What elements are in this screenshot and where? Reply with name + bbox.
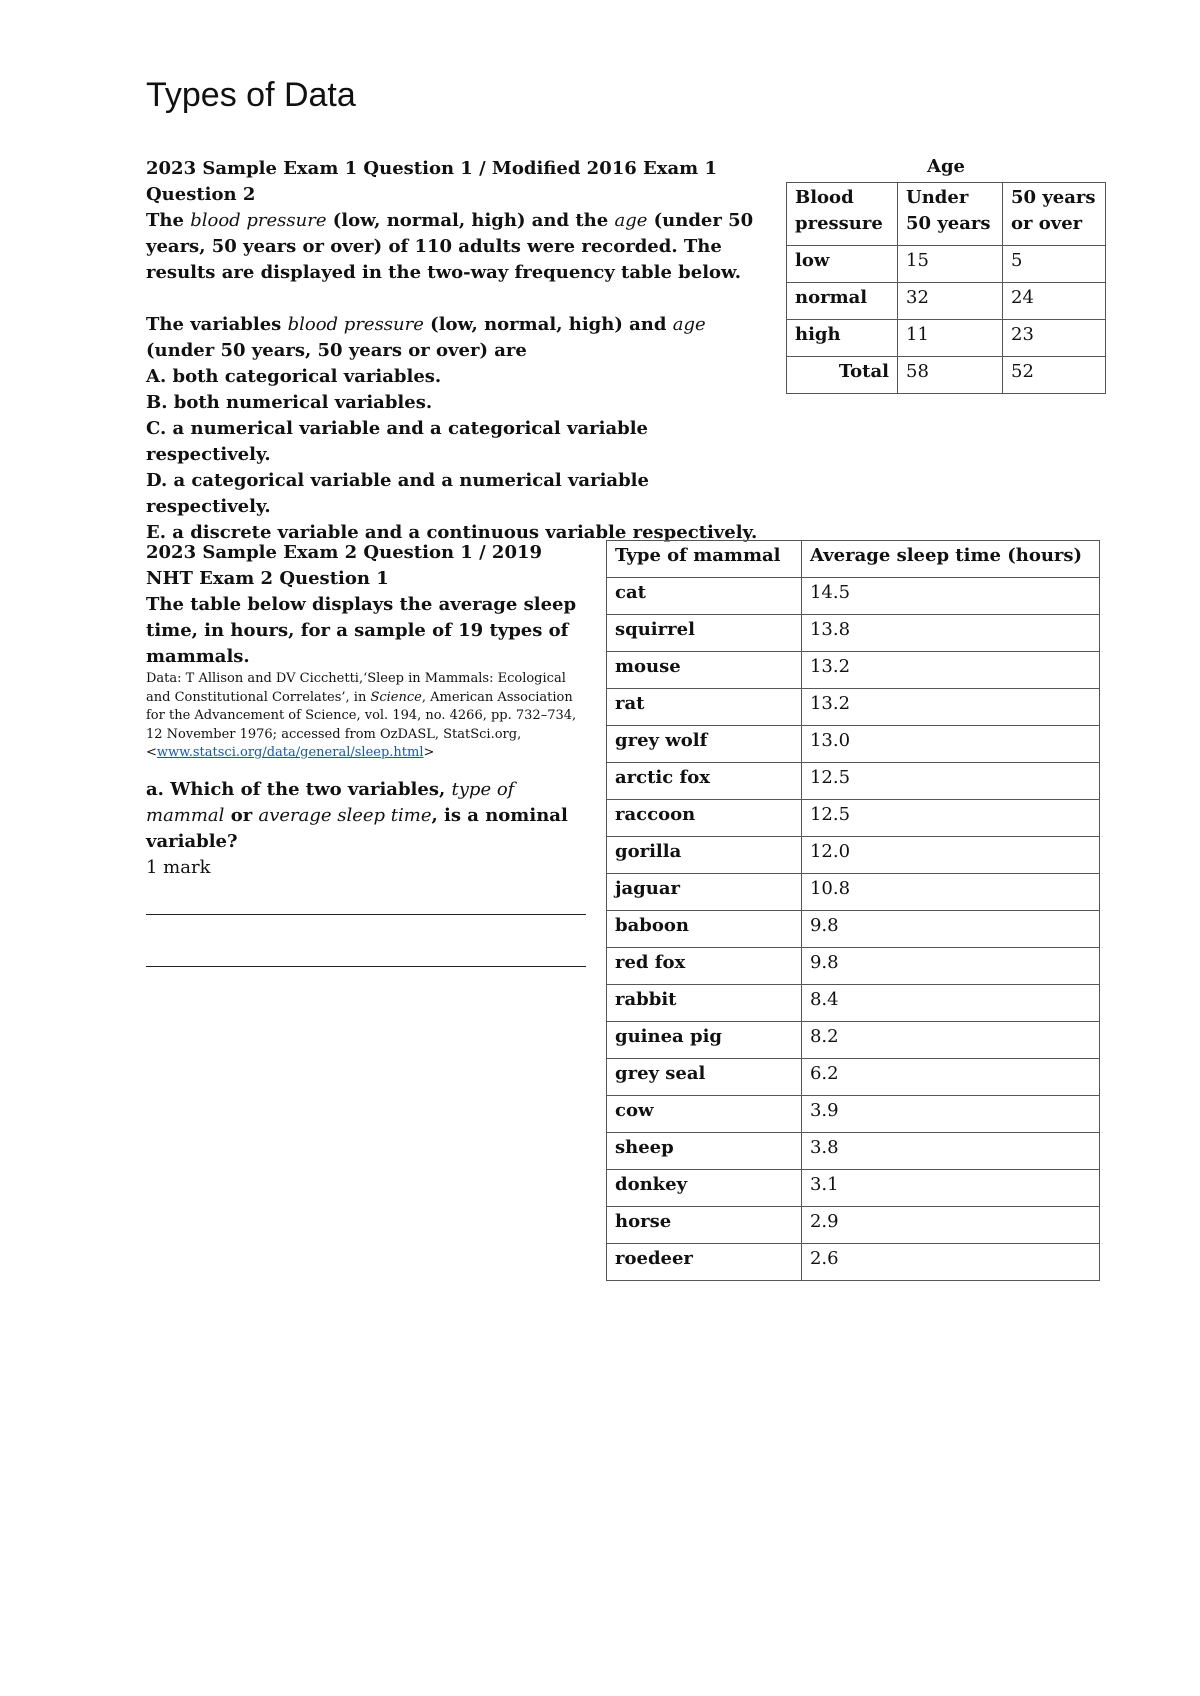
source-link[interactable]: www.statsci.org/data/general/sleep.html	[156, 745, 424, 760]
table-header-row	[607, 541, 1100, 578]
sleep-time-cell: 2.6	[801, 1244, 1099, 1281]
sleep-time-cell: 6.2	[801, 1059, 1099, 1096]
mammal-name-cell: rat	[607, 689, 802, 726]
blood-pressure-table	[786, 182, 1106, 394]
text-run: The variables	[146, 314, 288, 335]
option-letter: D.	[146, 470, 168, 491]
mammal-name-cell: mouse	[607, 652, 802, 689]
text-run: , American Association for the Advancement of Science, vol. 194, no. 4266, pp. 732–734, 12 November 1976; accessed from OzDASL, StatSci.org, <	[146, 689, 577, 760]
text-run: (low, normal, high) and the	[326, 210, 615, 231]
table-cell: 23	[1003, 320, 1106, 357]
mammal-name-cell: gorilla	[607, 837, 802, 874]
option-letter: C.	[146, 418, 167, 439]
option-a	[146, 364, 776, 390]
italic-term: age	[614, 210, 648, 231]
table-row	[607, 911, 1100, 948]
italic-term: blood pressure	[190, 210, 327, 231]
option-c	[146, 416, 776, 468]
sleep-time-cell: 8.2	[801, 1022, 1099, 1059]
sleep-time-cell: 2.9	[801, 1207, 1099, 1244]
mark-value: 1 mark	[146, 856, 211, 878]
mammal-name-cell: cow	[607, 1096, 802, 1133]
header-cell: 50 years or over	[1003, 183, 1106, 246]
sleep-time-cell: 3.9	[801, 1096, 1099, 1133]
question-1-heading: 2023 Sample Exam 1 Question 1 / Modified 2016 Exam 1 Question 2	[146, 158, 717, 205]
mammal-name-cell: rabbit	[607, 985, 802, 1022]
text-run: The	[146, 210, 191, 231]
table-row	[607, 578, 1100, 615]
mammal-name-cell: cat	[607, 578, 802, 615]
table-row	[607, 1059, 1100, 1096]
text-run: >	[423, 745, 435, 760]
table-header-row	[787, 183, 1106, 246]
table-row	[607, 874, 1100, 911]
table-cell: low	[787, 246, 898, 283]
part-a-question	[146, 777, 586, 855]
option-text: a numerical variable and a categorical variable respectively.	[146, 418, 648, 465]
table-cell: 58	[898, 357, 1003, 394]
sleep-time-cell: 13.2	[801, 652, 1099, 689]
header-cell: Type of mammal	[607, 541, 802, 578]
mammal-name-cell: roedeer	[607, 1244, 802, 1281]
italic-term: age	[672, 314, 706, 335]
sleep-time-cell: 12.0	[801, 837, 1099, 874]
question-1-paragraph-2	[146, 312, 776, 364]
sleep-time-cell: 9.8	[801, 911, 1099, 948]
sleep-time-cell: 3.8	[801, 1133, 1099, 1170]
mammal-sleep-table	[606, 540, 1100, 1281]
answer-line[interactable]	[146, 914, 586, 915]
mammal-name-cell: arctic fox	[607, 763, 802, 800]
sleep-time-cell: 13.8	[801, 615, 1099, 652]
sleep-time-cell: 13.2	[801, 689, 1099, 726]
age-table-caption: Age	[926, 156, 965, 177]
table-cell: 11	[898, 320, 1003, 357]
option-text: both categorical variables.	[166, 366, 442, 387]
mammal-name-cell: red fox	[607, 948, 802, 985]
mammal-name-cell: grey seal	[607, 1059, 802, 1096]
italic-term: blood pressure	[287, 314, 424, 335]
mammal-name-cell: raccoon	[607, 800, 802, 837]
text-run: (low, normal, high) and	[423, 314, 673, 335]
header-cell: Blood pressure	[787, 183, 898, 246]
table-row	[607, 837, 1100, 874]
text-run: , is a nominal variable?	[146, 804, 568, 852]
option-letter: B.	[146, 392, 168, 413]
italic-term: type of mammal	[146, 778, 515, 826]
table-cell: 5	[1003, 246, 1106, 283]
mammal-name-cell: squirrel	[607, 615, 802, 652]
header-cell: Under 50 years	[898, 183, 1003, 246]
italic-term: average sleep time	[258, 804, 432, 826]
table-row	[607, 1207, 1100, 1244]
text-run: a. Which of the two variables,	[146, 778, 452, 800]
mammal-name-cell: baboon	[607, 911, 802, 948]
table-row	[607, 689, 1100, 726]
text-run: (under 50 years, 50 years or over) of 110 adults were recorded. The results are displayed in the two-way frequency table below.	[146, 210, 754, 283]
mammal-name-cell: grey wolf	[607, 726, 802, 763]
question-2-heading: 2023 Sample Exam 2 Question 1 / 2019 NHT Exam 2 Question 1	[146, 542, 543, 589]
option-text: a categorical variable and a numerical variable respectively.	[146, 470, 649, 517]
question-1	[146, 156, 776, 546]
total-label: Total	[787, 357, 898, 394]
italic-term: Science	[370, 689, 422, 705]
table-row	[607, 1096, 1100, 1133]
option-b	[146, 390, 776, 416]
table-cell: 24	[1003, 283, 1106, 320]
text-run: or	[224, 804, 259, 826]
table-row	[607, 1133, 1100, 1170]
sleep-time-cell: 13.0	[801, 726, 1099, 763]
table-row	[607, 948, 1100, 985]
table-row	[607, 985, 1100, 1022]
table-cell: normal	[787, 283, 898, 320]
table-row	[607, 652, 1100, 689]
data-source-citation	[146, 670, 586, 763]
sleep-time-cell: 10.8	[801, 874, 1099, 911]
table-row	[607, 1022, 1100, 1059]
mammal-name-cell: jaguar	[607, 874, 802, 911]
option-text: a discrete variable and a continuous variable respectively.	[166, 522, 758, 543]
table-row	[787, 320, 1106, 357]
table-row	[607, 726, 1100, 763]
option-text: both numerical variables.	[167, 392, 433, 413]
sleep-time-cell: 3.1	[801, 1170, 1099, 1207]
mammal-name-cell: guinea pig	[607, 1022, 802, 1059]
mammal-name-cell: horse	[607, 1207, 802, 1244]
mammal-name-cell: sheep	[607, 1133, 802, 1170]
page-title: Types of Data	[146, 76, 356, 114]
option-d	[146, 468, 776, 520]
question-2-intro: The table below displays the average sleep time, in hours, for a sample of 19 types of mammals.	[146, 594, 577, 667]
option-letter: E.	[146, 522, 166, 543]
table-row	[607, 763, 1100, 800]
table-cell: 15	[898, 246, 1003, 283]
text-run: Data: T Allison and DV Cicchetti,‘Sleep in Mammals: Ecological and Constitutional Correlates’, in	[146, 671, 566, 705]
table-row	[607, 1170, 1100, 1207]
answer-line[interactable]	[146, 966, 586, 967]
header-cell: Average sleep time (hours)	[801, 541, 1099, 578]
sleep-time-cell: 14.5	[801, 578, 1099, 615]
option-letter: A.	[146, 366, 167, 387]
table-row	[607, 615, 1100, 652]
table-cell: 52	[1003, 357, 1106, 394]
table-row	[607, 800, 1100, 837]
table-row	[607, 1244, 1100, 1281]
text-run: (under 50 years, 50 years or over) are	[146, 340, 527, 361]
table-row	[787, 246, 1106, 283]
table-cell: 32	[898, 283, 1003, 320]
sleep-time-cell: 12.5	[801, 763, 1099, 800]
table-row	[787, 283, 1106, 320]
sleep-time-cell: 9.8	[801, 948, 1099, 985]
total-row	[787, 357, 1106, 394]
sleep-time-cell: 12.5	[801, 800, 1099, 837]
question-2	[146, 540, 586, 881]
sleep-time-cell: 8.4	[801, 985, 1099, 1022]
question-1-paragraph-1	[146, 208, 776, 286]
mammal-name-cell: donkey	[607, 1170, 802, 1207]
table-cell: high	[787, 320, 898, 357]
